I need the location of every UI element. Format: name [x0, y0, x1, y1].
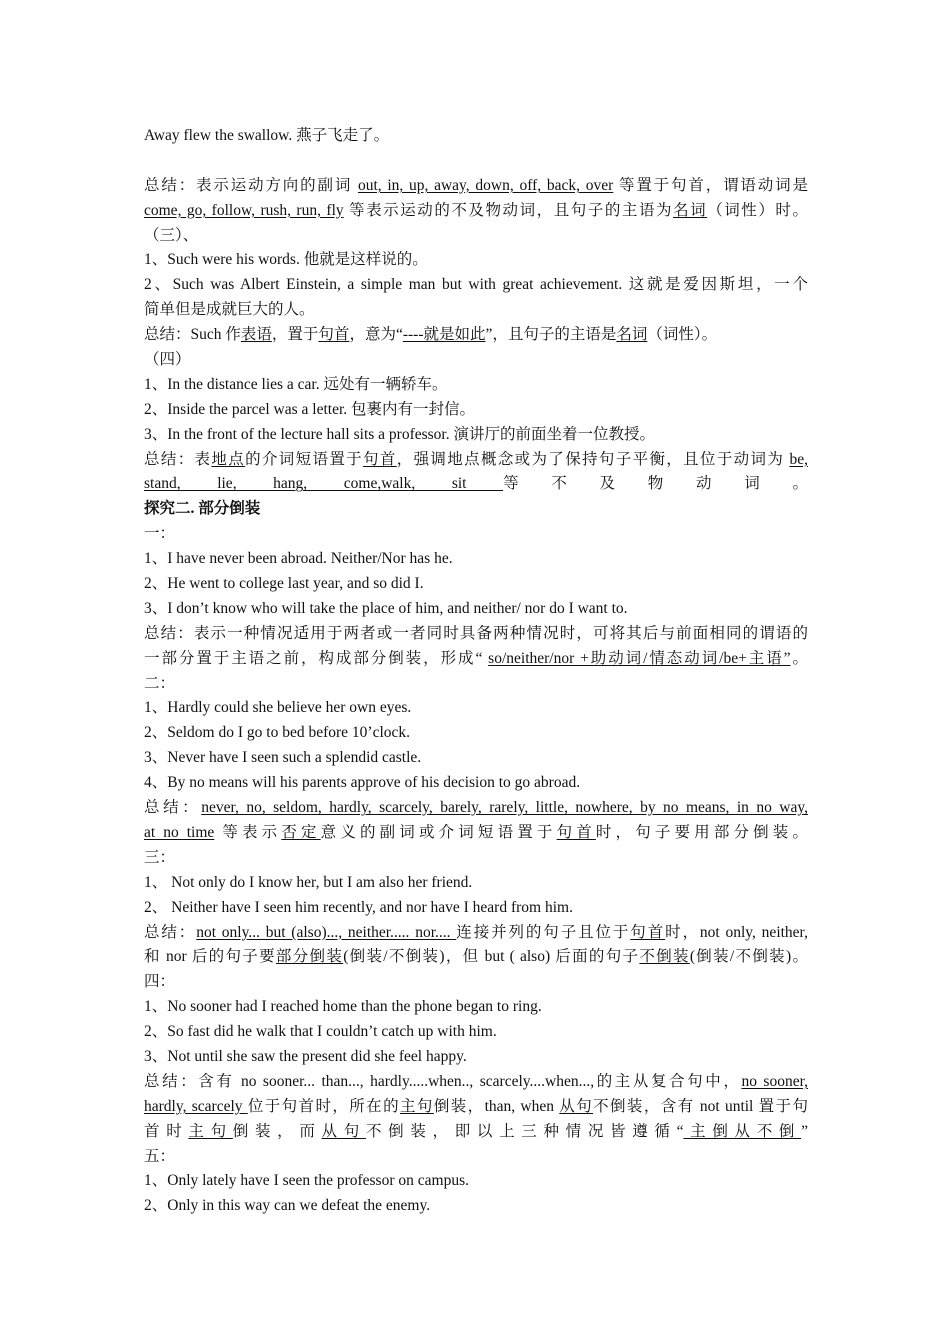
text-line: [144, 696, 808, 721]
text-run: 1、Only lately have I seen the professor on campus.: [144, 1172, 469, 1190]
text-run: 总结：表: [144, 450, 212, 468]
text-run: 2、He went to college last year, and so did I.: [144, 575, 424, 593]
underlined-answer: 句首: [318, 326, 350, 344]
text-line: [144, 846, 808, 871]
text-run: 总结：Such 作: [144, 326, 241, 344]
underlined-answer: 从句: [321, 1122, 366, 1140]
text-run: ”，且句子的主语是: [485, 326, 617, 344]
text-run: 1、 Not only do I know her, but I am also her friend.: [144, 873, 473, 891]
text-run: 倒装，而: [232, 1122, 322, 1140]
text-run: 的介词短语置于: [245, 450, 364, 468]
text-run: (倒装/不倒装)。: [689, 948, 808, 966]
text-line: [144, 1194, 808, 1219]
text-line: [144, 896, 808, 921]
text-run: （四）: [144, 351, 191, 369]
text-run: 1、No sooner had I reached home than the phone began to ring.: [144, 998, 542, 1016]
text-line: [144, 771, 808, 796]
text-run: 一：: [144, 525, 176, 543]
underlined-answer: 句首: [556, 823, 596, 841]
underlined-answer: 主句: [400, 1097, 434, 1115]
text-run: 总结：: [144, 799, 202, 817]
text-line: [144, 1070, 808, 1095]
text-line: [144, 721, 808, 746]
underlined-answer: never, no, seldom, hardly, scarcely, barely, rarely, little, nowhere, by no means, in no way,: [201, 799, 808, 817]
text-line: [144, 746, 808, 771]
text-run: 3、In the front of the lecture hall sits a professor. 演讲厅的前面坐着一位教授。: [144, 425, 655, 443]
text-line: [144, 174, 808, 199]
text-line: [144, 522, 808, 547]
text-line: [144, 373, 808, 398]
text-line: [144, 472, 808, 497]
text-line: [144, 1095, 808, 1120]
text-run: 等不及物动词。: [503, 475, 808, 493]
underlined-answer: 从句: [559, 1097, 594, 1115]
text-line: [144, 871, 808, 896]
text-line: [144, 1145, 808, 1170]
text-run: ，置于: [271, 326, 319, 344]
underlined-answer: 名词: [616, 326, 648, 344]
underlined-answer: 否定: [281, 823, 321, 841]
underlined-answer: 主句: [188, 1122, 233, 1140]
text-run: 三：: [144, 848, 176, 866]
text-run: 2、Such was Albert Einstein, a simple man but with great achievement. 这就是爱因斯坦，一个: [144, 276, 808, 294]
underlined-answer: at no time: [144, 823, 215, 841]
text-run: 等表示: [214, 823, 282, 841]
text-run: 倒装，than, when: [433, 1097, 560, 1115]
text-line: [144, 921, 808, 946]
underlined-answer: 不倒装: [639, 948, 690, 966]
text-run: 4、By no means will his parents approve of his decision to go abroad.: [144, 774, 581, 792]
underlined-answer: not only... but (also)..., neither..... nor....: [196, 923, 457, 941]
underlined-answer: ----就是如此: [402, 326, 486, 344]
text-run: 一部分置于主语之前，构成部分倒装，形成“: [144, 649, 489, 667]
blank-line: [144, 149, 808, 174]
text-run: 3、Not until she saw the present did she feel happy.: [144, 1047, 467, 1065]
text-run: 时，句子要用部分倒装。: [595, 823, 808, 841]
text-line: [144, 348, 808, 373]
text-run: （词性）。: [647, 326, 718, 344]
text-run: 连接并列的句子且位于: [456, 923, 631, 941]
text-line: [144, 622, 808, 647]
text-line: [144, 647, 808, 672]
underlined-answer: stand, lie, hang, come,walk, sit: [144, 475, 504, 493]
text-run: 四：: [144, 973, 176, 991]
text-line: [144, 1045, 808, 1070]
text-line: [144, 448, 808, 473]
text-run: （三）、: [144, 226, 199, 244]
text-run: 3、I don’t know who will take the place of him, and neither/ nor do I want to.: [144, 599, 628, 617]
underlined-answer: 句首: [363, 450, 397, 468]
text-run: 总结：表示运动方向的副词: [144, 176, 358, 194]
text-line: [144, 323, 808, 348]
text-run: (倒装/不倒装)，但 but ( also) 后面的句子: [343, 948, 640, 966]
underlined-answer: hardly, scarcely: [144, 1097, 248, 1115]
text-line: [144, 248, 808, 273]
text-run: ”: [801, 1122, 808, 1140]
text-run: （词性）时。: [707, 201, 808, 219]
text-run: 不倒装，含有 not until 置于句: [593, 1097, 808, 1115]
text-run: 1、In the distance lies a car. 远处有一辆轿车。: [144, 375, 448, 393]
text-run: 2、 Neither have I seen him recently, and nor have I heard from him.: [144, 898, 573, 916]
text-run: 2、Seldom do I go to bed before 10’clock.: [144, 724, 411, 742]
underlined-answer: 句首: [630, 923, 666, 941]
underlined-answer: 名词: [673, 201, 708, 219]
text-line: [144, 995, 808, 1020]
text-line: [144, 224, 808, 249]
text-run: 不倒装，即以上三种情况皆遵循“: [365, 1122, 684, 1140]
underlined-answer: out, in, up, away, down, off, back, over: [357, 176, 614, 194]
text-line: [144, 970, 808, 995]
text-run: 1、Hardly could she believe her own eyes.: [144, 699, 412, 717]
section-heading: 探究二. 部分倒装: [144, 500, 261, 518]
text-run: 首时: [144, 1122, 189, 1140]
underlined-answer: 主倒从不倒: [683, 1122, 802, 1140]
underlined-answer: so/neither/nor +助动词/情态动词/be+主语”: [488, 649, 791, 667]
text-run: 时，not only, neither,: [665, 923, 808, 941]
text-run: 2、Inside the parcel was a letter. 包裹内有一封信。: [144, 400, 476, 418]
text-run: 和 nor 后的句子要: [144, 948, 276, 966]
document-body: [144, 124, 808, 1219]
text-line: [144, 1169, 808, 1194]
text-run: 总结：含有 no sooner... than..., hardly.....when.., scarcely....when...,的主从复合句中，: [144, 1072, 742, 1090]
text-line: [144, 298, 808, 323]
text-line: [144, 547, 808, 572]
text-run: 2、Only in this way can we defeat the enemy.: [144, 1197, 431, 1215]
text-run: 五：: [144, 1147, 176, 1165]
text-run: 总结：: [144, 923, 197, 941]
underlined-answer: come, go, follow, rush, run, fly: [144, 201, 344, 219]
text-run: 2、So fast did he walk that I couldn’t catch up with him.: [144, 1023, 497, 1041]
text-line: [144, 273, 808, 298]
underlined-answer: no sooner,: [741, 1072, 809, 1090]
text-line: [144, 796, 808, 821]
text-run: 等置于句首，谓语动词是: [613, 176, 808, 194]
text-run: 位于句首时，所在的: [247, 1097, 401, 1115]
text-run: ，意为“: [349, 326, 403, 344]
text-run: 1、I have never been abroad. Neither/Nor has he.: [144, 550, 453, 568]
text-run: Away flew the swallow. 燕子飞走了。: [144, 127, 390, 144]
text-line: [144, 497, 808, 522]
text-run: 简单但是成就巨大的人。: [144, 301, 315, 319]
text-line: [144, 945, 808, 970]
underlined-answer: 地点: [211, 450, 246, 468]
text-run: 3、Never have I seen such a splendid castle.: [144, 749, 422, 767]
text-line: [144, 672, 808, 697]
text-line: [144, 124, 808, 149]
text-run: ，强调地点概念或为了保持句子平衡，且位于动词为: [396, 450, 790, 468]
text-line: [144, 821, 808, 846]
text-run: 等表示运动的不及物动词，且句子的主语为: [343, 201, 674, 219]
underlined-answer: be,: [789, 450, 808, 468]
text-line: [144, 398, 808, 423]
text-run: 二：: [144, 674, 176, 692]
text-run: 1、Such were his words. 他就是这样说的。: [144, 251, 428, 269]
text-run: 意义的副词或介词短语置于: [320, 823, 557, 841]
text-line: [144, 597, 808, 622]
underlined-answer: 部分倒装: [275, 948, 344, 966]
text-line: [144, 1020, 808, 1045]
text-run: 。: [790, 649, 808, 667]
text-line: [144, 572, 808, 597]
text-line: [144, 423, 808, 448]
text-line: [144, 1120, 808, 1145]
text-run: 总结：表示一种情况适用于两者或一者同时具备两种情况时，可将其后与前面相同的谓语的: [144, 624, 808, 642]
text-line: [144, 199, 808, 224]
underlined-answer: 表语: [240, 326, 272, 344]
